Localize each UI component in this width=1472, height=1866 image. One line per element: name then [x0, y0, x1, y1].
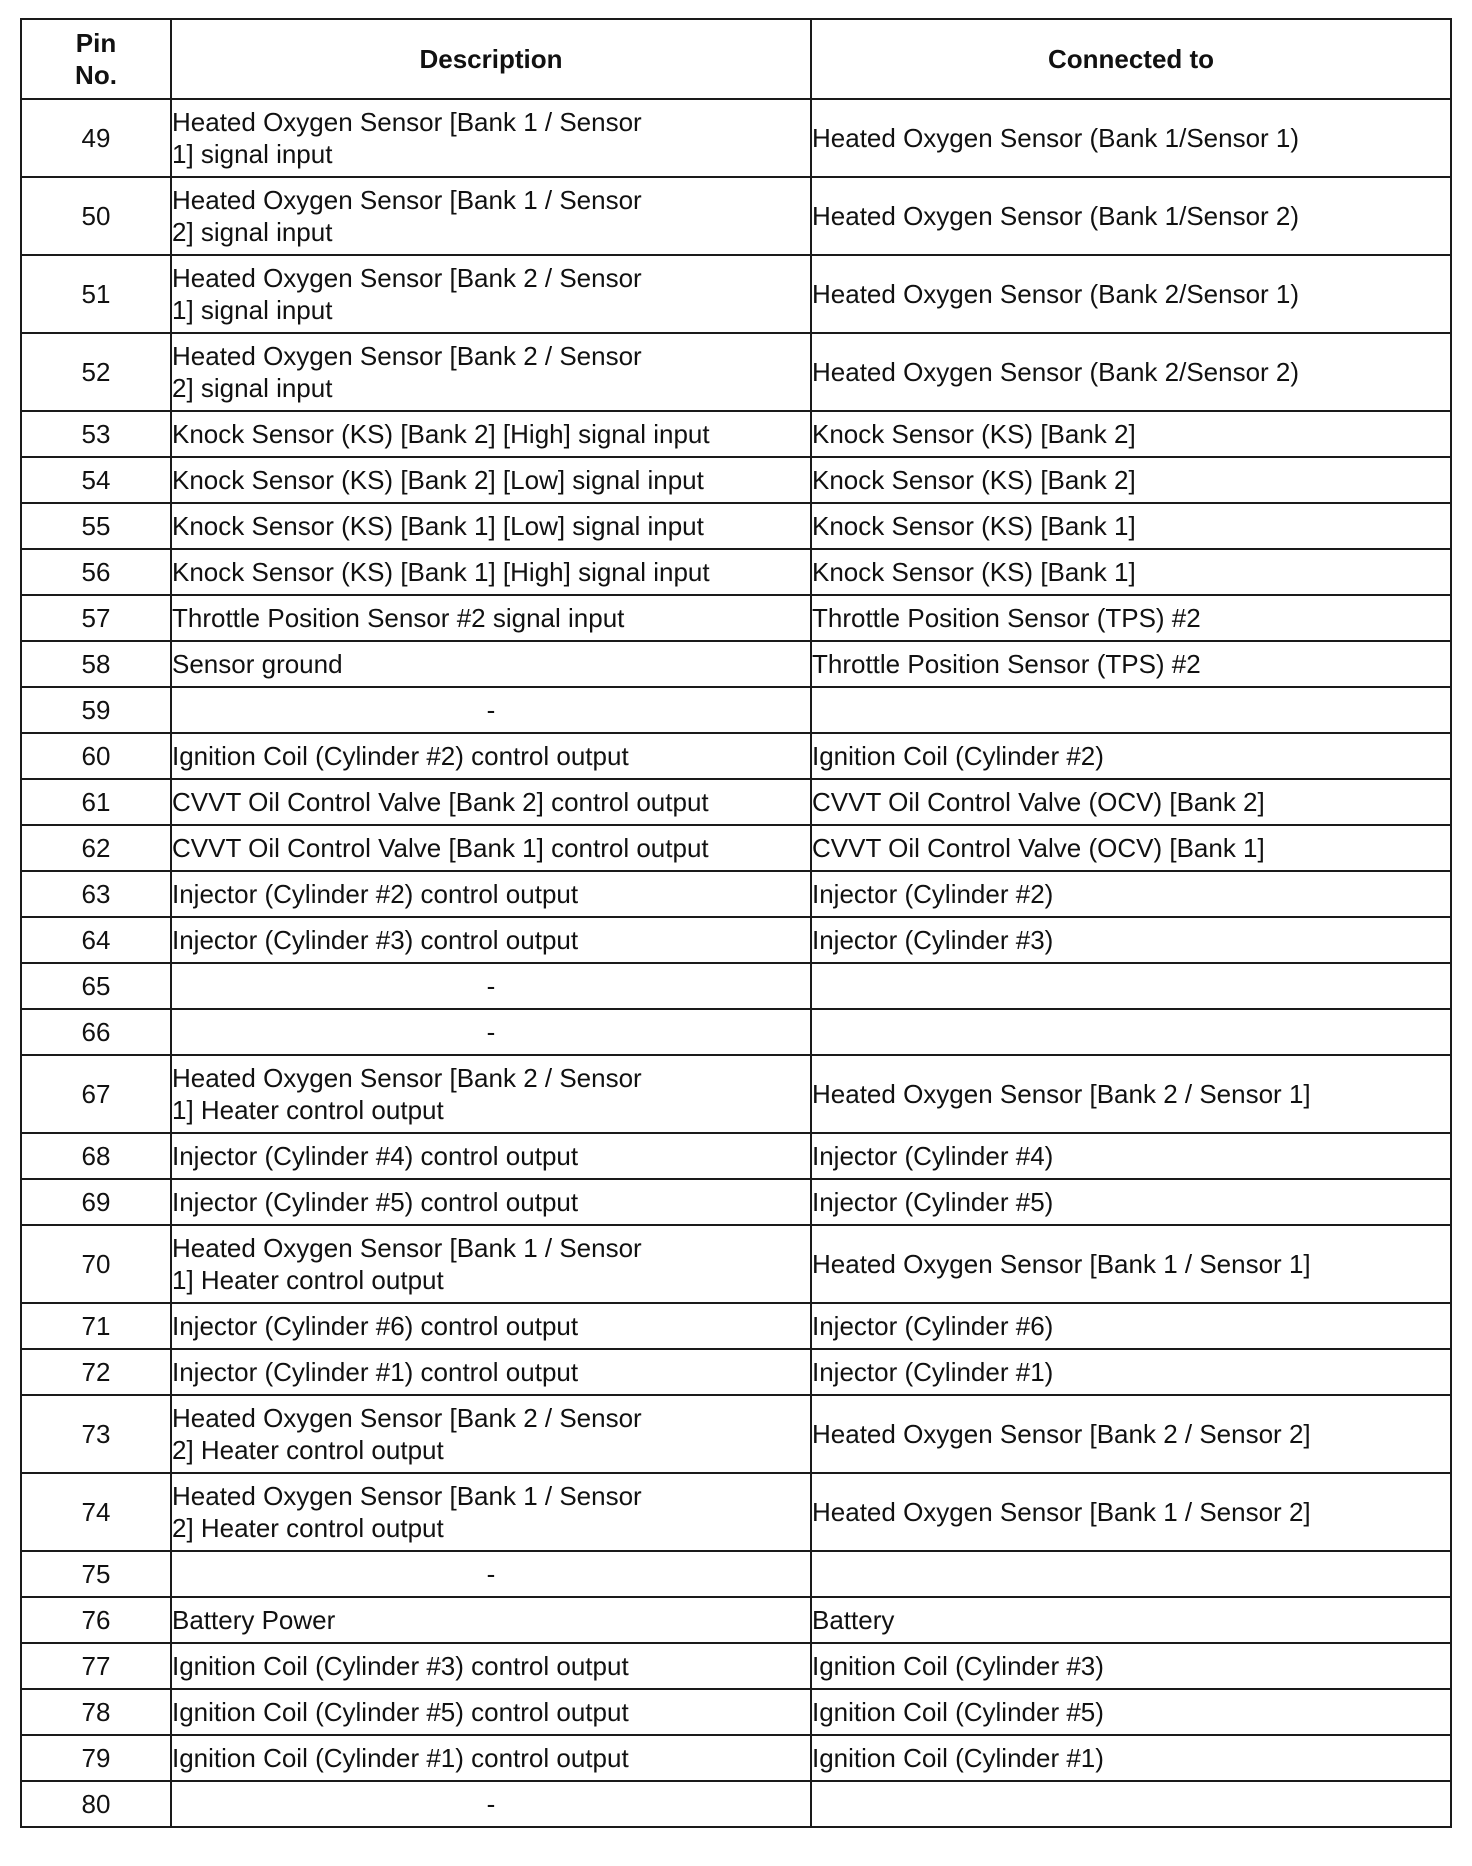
description-cell	[171, 1473, 811, 1551]
table-row	[21, 1349, 1451, 1395]
pin-number-cell: 61	[21, 779, 171, 825]
pin-number-cell: 75	[21, 1551, 171, 1597]
pin-number-cell: 79	[21, 1735, 171, 1781]
table-row	[21, 779, 1451, 825]
table-row	[21, 411, 1451, 457]
table-row	[21, 1597, 1451, 1643]
table-row	[21, 99, 1451, 177]
description-line-2: 2] Heater control output	[172, 1435, 444, 1465]
description-line-2: 2] Heater control output	[172, 1513, 444, 1543]
table-row	[21, 963, 1451, 1009]
connected-to-cell: Ignition Coil (Cylinder #3)	[811, 1643, 1451, 1689]
description-cell	[171, 255, 811, 333]
pin-number-cell: 71	[21, 1303, 171, 1349]
connected-to-cell	[811, 687, 1451, 733]
description-cell: -	[171, 1009, 811, 1055]
description-cell: -	[171, 1781, 811, 1827]
pin-number-cell: 77	[21, 1643, 171, 1689]
description-line-1: Heated Oxygen Sensor [Bank 1 / Sensor	[172, 1481, 642, 1511]
table-row	[21, 871, 1451, 917]
description-cell: Knock Sensor (KS) [Bank 1] [Low] signal input	[171, 503, 811, 549]
description-cell	[171, 333, 811, 411]
description-line-1: Heated Oxygen Sensor [Bank 1 / Sensor	[172, 185, 642, 215]
description-cell	[171, 1225, 811, 1303]
description-cell: Injector (Cylinder #3) control output	[171, 917, 811, 963]
table-row	[21, 641, 1451, 687]
connected-to-cell: Knock Sensor (KS) [Bank 1]	[811, 549, 1451, 595]
table-row	[21, 733, 1451, 779]
table-row	[21, 595, 1451, 641]
connected-to-cell: Ignition Coil (Cylinder #1)	[811, 1735, 1451, 1781]
table-row	[21, 1303, 1451, 1349]
table-row	[21, 457, 1451, 503]
connected-to-cell: Injector (Cylinder #6)	[811, 1303, 1451, 1349]
description-header: Description	[171, 19, 811, 99]
pin-number-cell: 51	[21, 255, 171, 333]
description-cell: Injector (Cylinder #4) control output	[171, 1133, 811, 1179]
table-body	[21, 99, 1451, 1827]
description-cell: -	[171, 963, 811, 1009]
description-cell: Injector (Cylinder #5) control output	[171, 1179, 811, 1225]
connected-to-cell: Battery	[811, 1597, 1451, 1643]
connected-to-cell: Injector (Cylinder #5)	[811, 1179, 1451, 1225]
connected-to-cell: Injector (Cylinder #3)	[811, 917, 1451, 963]
pin-number-cell: 60	[21, 733, 171, 779]
table-row	[21, 917, 1451, 963]
pin-number-cell: 72	[21, 1349, 171, 1395]
pin-number-cell: 74	[21, 1473, 171, 1551]
connected-to-header: Connected to	[811, 19, 1451, 99]
pin-number-cell: 80	[21, 1781, 171, 1827]
description-cell: -	[171, 687, 811, 733]
connected-to-cell	[811, 1781, 1451, 1827]
description-cell	[171, 1395, 811, 1473]
header-row	[21, 19, 1451, 99]
pin-number-cell: 58	[21, 641, 171, 687]
description-line-1: Heated Oxygen Sensor [Bank 1 / Sensor	[172, 1233, 642, 1263]
connected-to-cell: CVVT Oil Control Valve (OCV) [Bank 1]	[811, 825, 1451, 871]
pin-number-cell: 56	[21, 549, 171, 595]
table-row	[21, 1781, 1451, 1827]
pin-number-cell: 59	[21, 687, 171, 733]
description-line-2: 1] signal input	[172, 295, 333, 325]
description-line-2: 1] Heater control output	[172, 1265, 444, 1295]
connected-to-cell: Heated Oxygen Sensor (Bank 2/Sensor 1)	[811, 255, 1451, 333]
pin-number-cell: 63	[21, 871, 171, 917]
description-cell: Knock Sensor (KS) [Bank 2] [High] signal input	[171, 411, 811, 457]
table-row	[21, 1225, 1451, 1303]
description-cell: CVVT Oil Control Valve [Bank 2] control output	[171, 779, 811, 825]
pin-number-cell: 70	[21, 1225, 171, 1303]
connected-to-cell: Knock Sensor (KS) [Bank 2]	[811, 457, 1451, 503]
connected-to-cell: Knock Sensor (KS) [Bank 1]	[811, 503, 1451, 549]
connected-to-cell	[811, 1009, 1451, 1055]
description-line-1: Heated Oxygen Sensor [Bank 2 / Sensor	[172, 263, 642, 293]
table-header	[21, 19, 1451, 99]
pin-number-cell: 57	[21, 595, 171, 641]
description-cell: Injector (Cylinder #6) control output	[171, 1303, 811, 1349]
table-row	[21, 503, 1451, 549]
connected-to-cell: Heated Oxygen Sensor (Bank 1/Sensor 1)	[811, 99, 1451, 177]
description-cell: Ignition Coil (Cylinder #2) control output	[171, 733, 811, 779]
table-row	[21, 1009, 1451, 1055]
description-cell	[171, 1055, 811, 1133]
description-cell: Injector (Cylinder #1) control output	[171, 1349, 811, 1395]
description-line-2: 1] signal input	[172, 139, 333, 169]
connected-to-cell: Heated Oxygen Sensor [Bank 2 / Sensor 1]	[811, 1055, 1451, 1133]
description-cell: CVVT Oil Control Valve [Bank 1] control output	[171, 825, 811, 871]
pin-number-cell: 65	[21, 963, 171, 1009]
pin-no-header	[21, 19, 171, 99]
description-line-1: Heated Oxygen Sensor [Bank 2 / Sensor	[172, 1063, 642, 1093]
description-cell: Battery Power	[171, 1597, 811, 1643]
description-cell: Injector (Cylinder #2) control output	[171, 871, 811, 917]
pin-number-cell: 76	[21, 1597, 171, 1643]
table-row	[21, 1473, 1451, 1551]
connected-to-cell: Heated Oxygen Sensor [Bank 1 / Sensor 1]	[811, 1225, 1451, 1303]
description-cell: Knock Sensor (KS) [Bank 2] [Low] signal input	[171, 457, 811, 503]
table-row	[21, 1735, 1451, 1781]
table-row	[21, 549, 1451, 595]
description-cell: -	[171, 1551, 811, 1597]
connected-to-cell: Knock Sensor (KS) [Bank 2]	[811, 411, 1451, 457]
description-cell	[171, 177, 811, 255]
connected-to-cell: Ignition Coil (Cylinder #2)	[811, 733, 1451, 779]
table-row	[21, 1179, 1451, 1225]
connected-to-cell: Injector (Cylinder #4)	[811, 1133, 1451, 1179]
pin-number-cell: 64	[21, 917, 171, 963]
table-row	[21, 687, 1451, 733]
description-cell	[171, 99, 811, 177]
table-row	[21, 1133, 1451, 1179]
description-cell: Throttle Position Sensor #2 signal input	[171, 595, 811, 641]
description-line-1: Heated Oxygen Sensor [Bank 1 / Sensor	[172, 107, 642, 137]
pin-number-cell: 67	[21, 1055, 171, 1133]
table-row	[21, 1055, 1451, 1133]
description-line-2: 2] signal input	[172, 373, 333, 403]
pin-number-cell: 62	[21, 825, 171, 871]
connected-to-cell	[811, 963, 1451, 1009]
description-cell: Ignition Coil (Cylinder #1) control output	[171, 1735, 811, 1781]
connected-to-cell: Ignition Coil (Cylinder #5)	[811, 1689, 1451, 1735]
pin-number-cell: 69	[21, 1179, 171, 1225]
connected-to-cell: Heated Oxygen Sensor [Bank 2 / Sensor 2]	[811, 1395, 1451, 1473]
table-row	[21, 1643, 1451, 1689]
pin-number-cell: 52	[21, 333, 171, 411]
connected-to-cell: Injector (Cylinder #2)	[811, 871, 1451, 917]
pin-number-cell: 54	[21, 457, 171, 503]
connected-to-cell: Throttle Position Sensor (TPS) #2	[811, 641, 1451, 687]
description-cell: Knock Sensor (KS) [Bank 1] [High] signal input	[171, 549, 811, 595]
pin-header-line-2: No.	[75, 60, 117, 90]
table-row	[21, 177, 1451, 255]
connected-to-cell: Injector (Cylinder #1)	[811, 1349, 1451, 1395]
pin-number-cell: 73	[21, 1395, 171, 1473]
description-cell: Sensor ground	[171, 641, 811, 687]
table-row	[21, 1689, 1451, 1735]
pin-number-cell: 55	[21, 503, 171, 549]
pin-number-cell: 49	[21, 99, 171, 177]
connected-to-cell: Heated Oxygen Sensor (Bank 1/Sensor 2)	[811, 177, 1451, 255]
pin-number-cell: 68	[21, 1133, 171, 1179]
table-row	[21, 825, 1451, 871]
pin-number-cell: 78	[21, 1689, 171, 1735]
description-line-2: 2] signal input	[172, 217, 333, 247]
connected-to-cell: Throttle Position Sensor (TPS) #2	[811, 595, 1451, 641]
connected-to-cell: CVVT Oil Control Valve (OCV) [Bank 2]	[811, 779, 1451, 825]
connected-to-cell: Heated Oxygen Sensor (Bank 2/Sensor 2)	[811, 333, 1451, 411]
connected-to-cell: Heated Oxygen Sensor [Bank 1 / Sensor 2]	[811, 1473, 1451, 1551]
pin-connection-table	[20, 18, 1452, 1828]
description-line-1: Heated Oxygen Sensor [Bank 2 / Sensor	[172, 341, 642, 371]
table-row	[21, 255, 1451, 333]
description-cell: Ignition Coil (Cylinder #3) control output	[171, 1643, 811, 1689]
connected-to-cell	[811, 1551, 1451, 1597]
description-cell: Ignition Coil (Cylinder #5) control output	[171, 1689, 811, 1735]
description-line-2: 1] Heater control output	[172, 1095, 444, 1125]
table-row	[21, 1395, 1451, 1473]
pin-number-cell: 50	[21, 177, 171, 255]
table-row	[21, 1551, 1451, 1597]
table-row	[21, 333, 1451, 411]
pin-number-cell: 66	[21, 1009, 171, 1055]
pin-header-line-1: Pin	[75, 28, 117, 58]
pin-number-cell: 53	[21, 411, 171, 457]
description-line-1: Heated Oxygen Sensor [Bank 2 / Sensor	[172, 1403, 642, 1433]
